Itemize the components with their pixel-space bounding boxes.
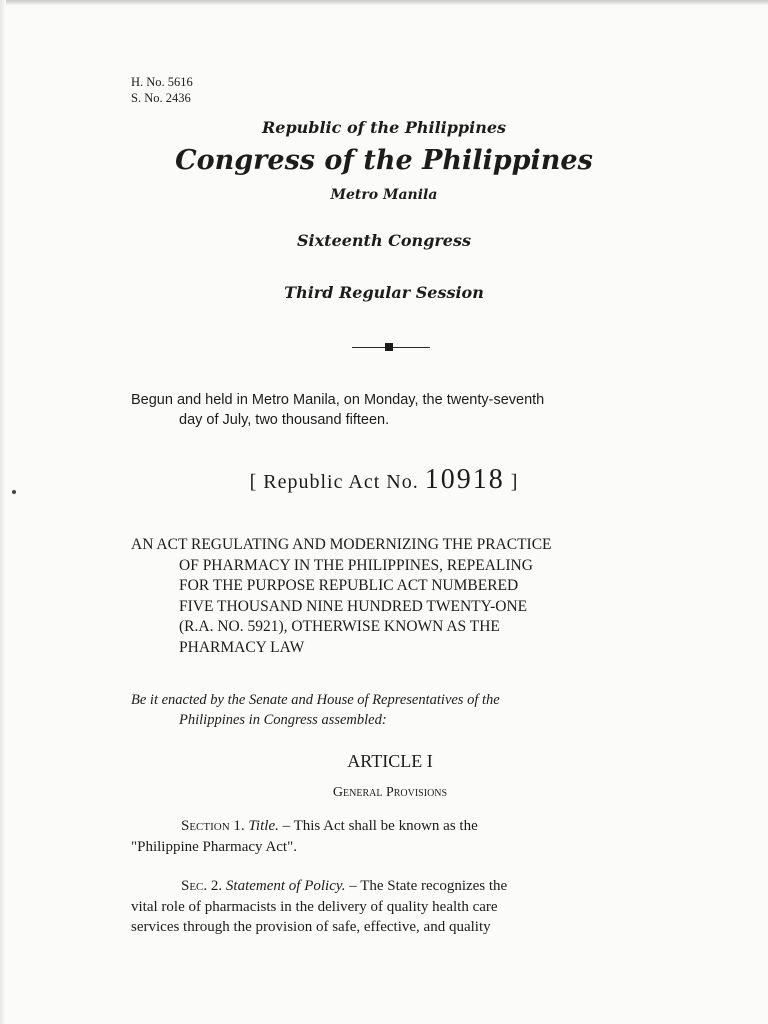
act-title-line: PHARMACY LAW — [179, 638, 305, 656]
republic-heading: Republic of the Philippines — [261, 118, 507, 137]
act-title-line: FOR THE PURPOSE REPUBLIC ACT NUMBERED — [179, 577, 519, 594]
house-bill-number: H. No. 5616 — [131, 75, 193, 89]
ra-number: 10918 — [424, 464, 505, 495]
begun-line-1: Begun and held in Metro Manila, on Monday, the twenty-seventh — [131, 392, 545, 408]
bill-numbers — [131, 74, 193, 106]
begun-line-2: day of July, two thousand fifteen. — [179, 412, 390, 428]
section-1-line-2: "Philippine Pharmacy Act". — [131, 838, 297, 855]
enacting-line-1: Be it enacted by the Senate and House of Representatives of the — [131, 692, 500, 708]
section-1-label: Section 1. — [181, 818, 245, 834]
ra-label: Republic Act No. — [263, 471, 419, 493]
session-heading: Third Regular Session — [284, 283, 484, 302]
ornament-divider-mark — [385, 343, 393, 351]
section-1-text: – This Act shall be known as the — [278, 818, 478, 834]
section-2-line-3: services through the provision of safe, effective, and quality — [131, 919, 491, 935]
act-title — [131, 535, 651, 658]
section-2-text: – The State recognizes the — [345, 878, 508, 894]
republic-act-number — [0, 464, 768, 496]
article-heading: ARTICLE I — [347, 751, 433, 771]
act-title-line: OF PHARMACY IN THE PHILIPPINES, REPEALING — [179, 556, 533, 574]
congress-number-heading: Sixteenth Congress — [297, 231, 471, 250]
senate-bill-number: S. No. 2436 — [131, 91, 191, 105]
location-heading: Metro Manila — [330, 187, 438, 203]
section-1-title: Title. — [248, 818, 279, 834]
congress-heading: Congress of the Philippines — [175, 145, 593, 176]
act-title-line: AN ACT REGULATING AND MODERNIZING THE PRACTICE — [131, 536, 552, 553]
section-1 — [131, 816, 651, 857]
article-subheading: General Provisions — [332, 785, 448, 800]
section-1-line-1 — [131, 816, 651, 837]
section-2-line-2: vital role of pharmacists in the delivery of quality health care — [131, 898, 498, 915]
act-title-line: (R.A. NO. 5921), OTHERWISE KNOWN AS THE — [179, 618, 500, 635]
ra-open-bracket: [ — [249, 471, 258, 493]
section-2-title: Statement of Policy. — [225, 878, 346, 894]
scan-edge-top — [0, 0, 768, 5]
section-2 — [131, 876, 651, 938]
act-title-line: FIVE THOUSAND NINE HUNDRED TWENTY-ONE — [179, 597, 528, 615]
section-2-label: Sec. 2. — [181, 878, 223, 894]
begun-statement — [131, 390, 661, 430]
section-2-line-1 — [131, 876, 651, 897]
ra-close-bracket: ] — [510, 471, 519, 493]
enacting-clause — [131, 690, 651, 730]
enacting-line-2: Philippines in Congress assembled: — [179, 712, 387, 728]
